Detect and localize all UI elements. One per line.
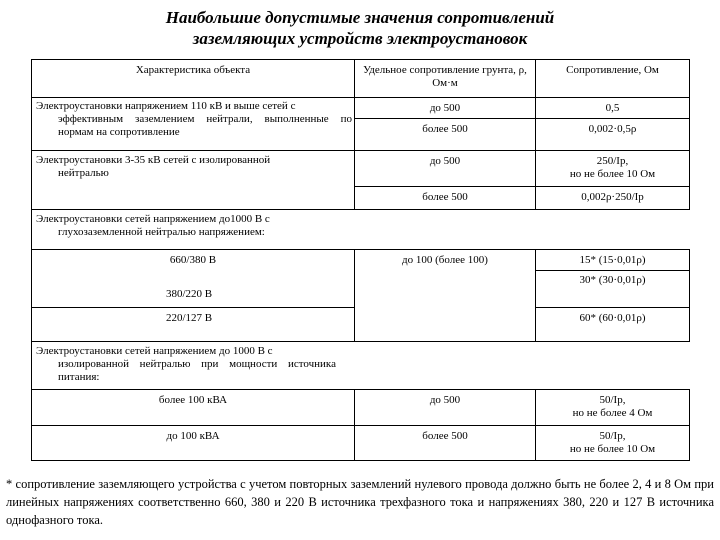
row3-sub3: 220/127 В [166,312,213,324]
row2-res-a-1: 250/Iр, [596,155,629,167]
row1-label-b: эффективным заземлением нейтрали, выполненные по нормам на сопротивление [58,113,352,138]
row1-ground-b: более 500 [422,123,468,135]
row4-res2-2: но не более 10 Ом [569,443,656,455]
row3-res2: 30* (30·0,01ρ) [536,270,689,287]
row3-res1: 15* (15·0,01ρ) [579,254,646,266]
table-row [32,151,690,187]
row1-res-a: 0,5 [605,102,620,114]
header-object: Характеристика объекта [135,64,251,76]
row4-ground2: более 500 [422,430,468,442]
row2-res-a-2: но не более 10 Ом [569,168,656,180]
row4-res1-2: но не более 4 Ом [572,407,653,419]
row4-label-b: изолированной нейтралью при мощности источника питания: [58,358,336,383]
row3-sub1: 660/380 В [169,254,217,266]
row3-ground: до 100 (более 100) [402,254,488,266]
table-row [32,250,690,308]
row3-label-a: Электроустановки сетей напряжением до1000 В с [36,213,270,225]
row4-ground1: до 500 [429,394,461,406]
row4-sub2: до 100 кВА [166,430,220,442]
header-soil-resistivity: Удельное сопротивление грунта, ρ, Ом·м [363,64,527,89]
row4-label-a: Электроустановки сетей напряжением до 1000 В с [36,345,273,357]
row3-sub2: 380/220 В [166,288,213,300]
title-line-1: Наибольшие допустимые значения сопротивлений [165,8,555,27]
table-row [32,98,690,119]
table-header-row [32,60,690,98]
row4-res1-1: 50/Iр, [599,394,626,406]
row2-label-a: Электроустановки 3-35 кВ сетей с изолированной [36,154,271,166]
row1-label-a: Электроустановки напряжением 110 кВ и выше сетей с [36,100,296,112]
table-row [32,426,690,461]
row2-ground-b: более 500 [422,191,468,203]
resistance-table [31,59,690,461]
table-section-row [32,342,690,390]
row1-ground-a: до 500 [429,102,461,114]
row2-label-b: нейтралью [58,167,109,179]
row1-res-b: 0,002·0,5ρ [588,123,637,135]
row2-ground-a: до 500 [429,155,461,167]
row3-label-b: глухозаземленной нейтралью напряжением: [58,226,265,238]
row2-res-b: 0,002ρ·250/Iр [581,191,644,203]
title-line-2: заземляющих устройств электроустановок [192,29,528,48]
page-title [0,7,720,49]
row4-sub1: более 100 кВА [158,394,228,406]
table-section-row [32,210,690,250]
row4-res2-1: 50/Iр, [599,430,626,442]
header-resistance: Сопротивление, Ом [566,64,659,76]
footnote: * сопротивление заземляющего устройства с учетом повторных заземлений нулевого провода должно быть не более 2, 4 и 8 Ом при линейных напряжениях соответственно 660, 380 и 220 В источника трехфазного тока и напряжениях 380, 220 и 127 В источника однофазного тока. [6,477,714,527]
row3-res3: 60* (60·0,01ρ) [579,312,646,324]
table-row [32,390,690,426]
